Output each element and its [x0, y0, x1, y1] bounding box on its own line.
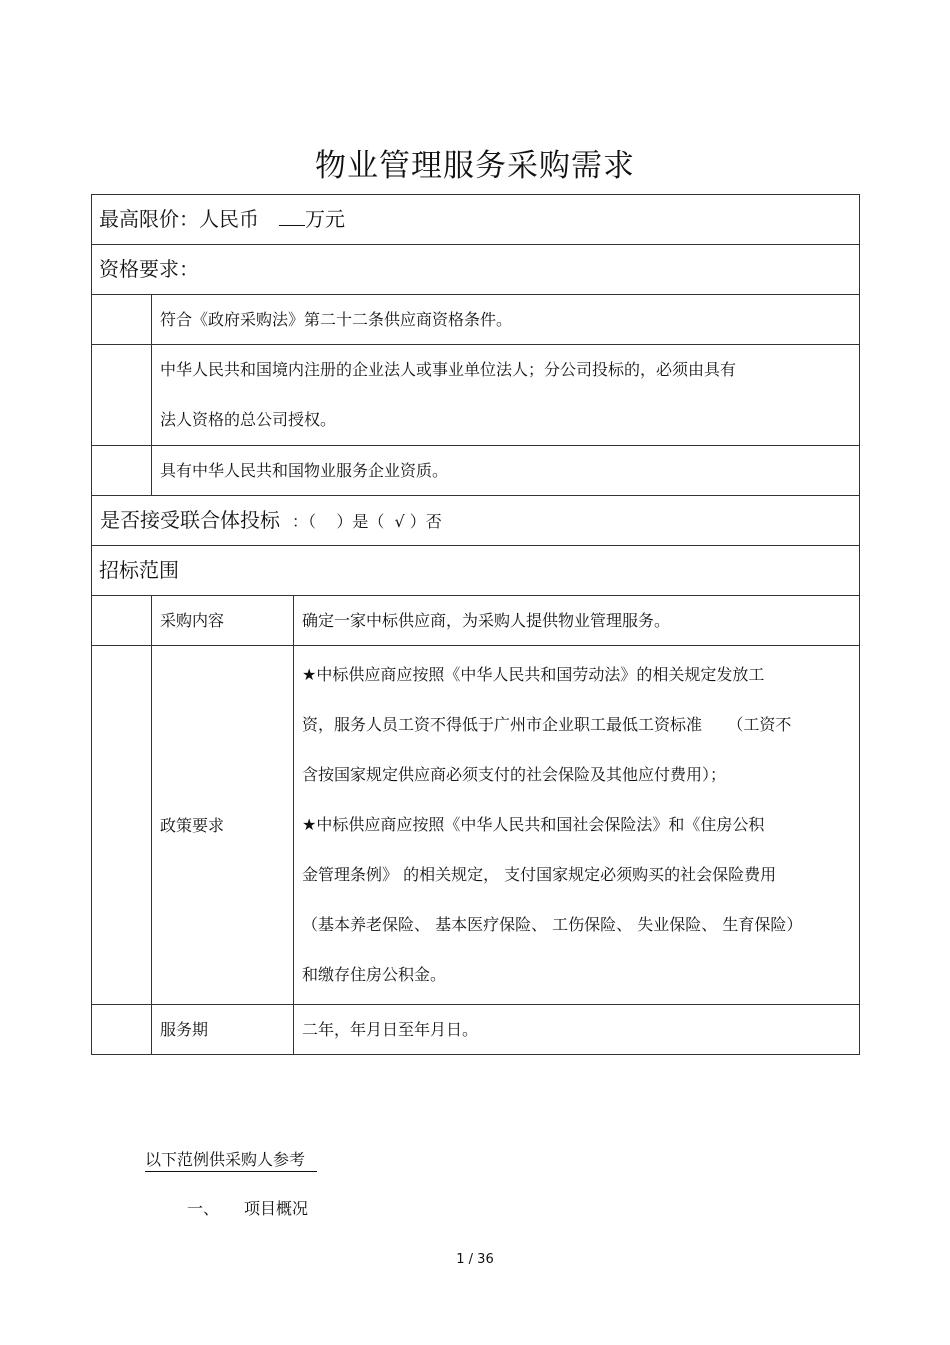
- scope-row-content: [92, 596, 860, 646]
- price-blank: [279, 207, 305, 226]
- qualification-item-2: [152, 345, 860, 446]
- max-price-cell: [92, 195, 860, 245]
- scope-heading: 招标范围: [92, 546, 860, 596]
- qualification-item-3: 具有中华人民共和国物业服务企业资质。: [152, 446, 860, 496]
- service-period-label: 服务期: [152, 1005, 294, 1055]
- scope-row-period: [92, 1005, 860, 1055]
- document-title: 物业管理服务采购需求: [315, 148, 635, 184]
- qualification-item-1: 符合《政府采购法》第二十二条供应商资格条件。: [152, 295, 860, 345]
- max-price-unit: 万元: [305, 207, 345, 231]
- policy-line: 和缴存住房公积金。: [302, 965, 447, 984]
- service-period-value: 二年，年月日至年月日。: [294, 1005, 860, 1055]
- scope-label: 采购内容: [152, 596, 294, 646]
- policy-label: 政策要求: [152, 646, 294, 1005]
- consortium-label: 是否接受联合体投标: [100, 507, 280, 532]
- qualification-row-2: [92, 345, 860, 446]
- max-price-label: 最高限价：人民币: [99, 207, 259, 231]
- consortium-row: [92, 496, 860, 546]
- section-title: 项目概况: [244, 1199, 309, 1218]
- scope-index-cell: [92, 1005, 152, 1055]
- policy-line: ★中标供应商应按照《中华人民共和国社会保险法》和《住房公积: [302, 815, 765, 834]
- policy-line: 含按国家规定供应商必须支付的社会保险及其他应付费用）；: [302, 765, 727, 784]
- qualification-index-cell: [92, 345, 152, 446]
- qualification-item-2-line-1: 中华人民共和国境内注册的企业法人或事业单位法人；分公司投标的，必须由具有: [160, 360, 737, 379]
- qualification-heading-row: [92, 245, 860, 295]
- scope-index-cell: [92, 596, 152, 646]
- policy-line: 金管理条例》 的相关规定， 支付国家规定必须购买的社会保险费用: [302, 865, 777, 884]
- scope-value: 确定一家中标供应商，为采购人提供物业管理服务。: [294, 596, 860, 646]
- policy-text: [294, 646, 860, 1005]
- qualification-index-cell: [92, 446, 152, 496]
- max-price-row: [92, 195, 860, 245]
- requirements-table: [91, 194, 860, 1055]
- page-number: 1 / 36: [456, 1252, 494, 1267]
- qualification-heading: 资格要求：: [92, 245, 860, 295]
- qualification-index-cell: [92, 295, 152, 345]
- policy-line: ★中标供应商应按照《中华人民共和国劳动法》的相关规定发放工: [302, 665, 765, 684]
- consortium-options: ：（ ）是（ √ ）否: [292, 511, 442, 531]
- consortium-cell: [92, 496, 860, 546]
- policy-line: 资，服务人员工资不得低于广州市企业职工最低工资标准 （工资不: [302, 715, 792, 734]
- scope-index-cell: [92, 646, 152, 1005]
- qualification-row-1: [92, 295, 860, 345]
- scope-heading-row: [92, 546, 860, 596]
- qualification-item-2-line-2: 法人资格的总公司授权。: [160, 410, 337, 429]
- section-number: 一、: [187, 1199, 220, 1218]
- reference-note: 以下范例供采购人参考: [145, 1147, 317, 1172]
- qualification-row-3: [92, 446, 860, 496]
- scope-row-policy: [92, 646, 860, 1005]
- policy-line: （基本养老保险、 基本医疗保险、 工伤保险、 失业保险、 生育保险）: [302, 915, 803, 934]
